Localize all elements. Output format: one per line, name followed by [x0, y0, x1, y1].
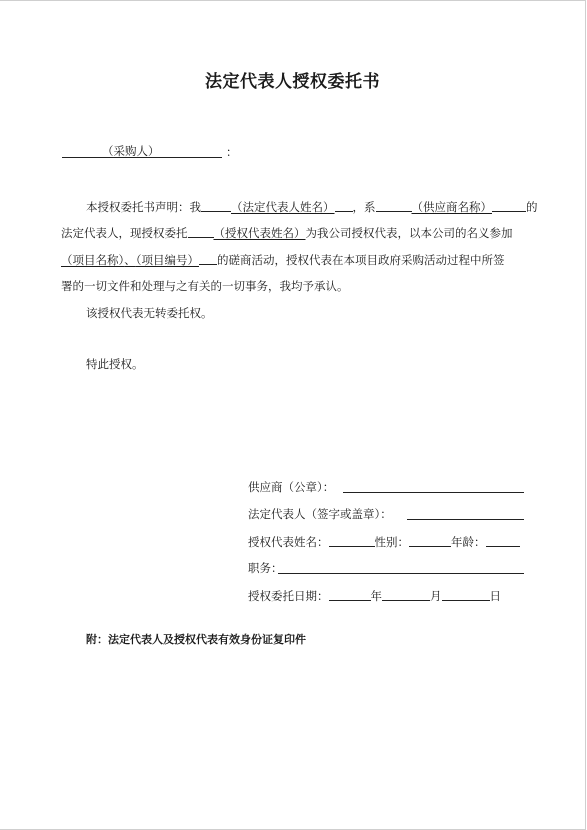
project-number-field[interactable]: （项目编号） — [135, 253, 199, 267]
purchaser-blank[interactable] — [62, 143, 222, 158]
legal-rep-name-field[interactable]: （法定代表人姓名） — [231, 200, 335, 214]
legal-rep-sign-label: 法定代表人（签字或盖章）： — [248, 507, 392, 521]
purchaser-colon: ： — [226, 145, 238, 159]
month-blank[interactable] — [382, 588, 430, 601]
supplier-name-field[interactable]: （供应商名称） — [411, 200, 492, 214]
no-transfer-clause: 该授权代表无转委托权。 — [86, 306, 213, 320]
statement-line-1: 本授权委托书声明：我 （法定代表人姓名） ，系 （供应商名称） 的 — [86, 200, 538, 214]
position-label: 职务： — [248, 561, 283, 575]
purchaser-placeholder: （采购人） — [102, 144, 160, 158]
document-title: 法定代表人授权委托书 — [205, 72, 380, 92]
supplier-seal-label: 供应商（公章）： — [248, 480, 335, 494]
agent-name-blank[interactable] — [329, 534, 375, 547]
agent-name-field[interactable]: （授权代表姓名） — [213, 226, 306, 240]
project-name-field[interactable]: （项目名称） — [61, 253, 125, 267]
day-blank[interactable] — [442, 588, 490, 601]
year-blank[interactable] — [329, 588, 371, 601]
date-line: 授权委托日期： 年 月 日 — [248, 589, 501, 603]
statement-line-4: 署的一切文件和处理与之有关的一切事务，我均予承认。 — [61, 279, 349, 293]
statement-line-3: （项目名称）、（项目编号） 的磋商活动，授权代表在本项目政府采购活动过程中所签 — [61, 253, 505, 267]
gender-blank[interactable] — [409, 534, 451, 547]
agent-info-line: 授权代表姓名： 性别： 年龄： — [248, 534, 520, 549]
position-blank[interactable] — [278, 573, 524, 574]
special-authorization: 特此授权。 — [86, 357, 144, 371]
legal-rep-sign-blank[interactable] — [407, 519, 524, 520]
attachment-note: 附：法定代表人及授权代表有效身份证复印件 — [86, 633, 306, 646]
age-blank[interactable] — [486, 534, 520, 547]
supplier-seal-blank[interactable] — [343, 492, 524, 493]
statement-line-2: 法定代表人，现授权委托 （授权代表姓名）为我公司授权代表，以本公司的名义参加 — [61, 226, 513, 240]
